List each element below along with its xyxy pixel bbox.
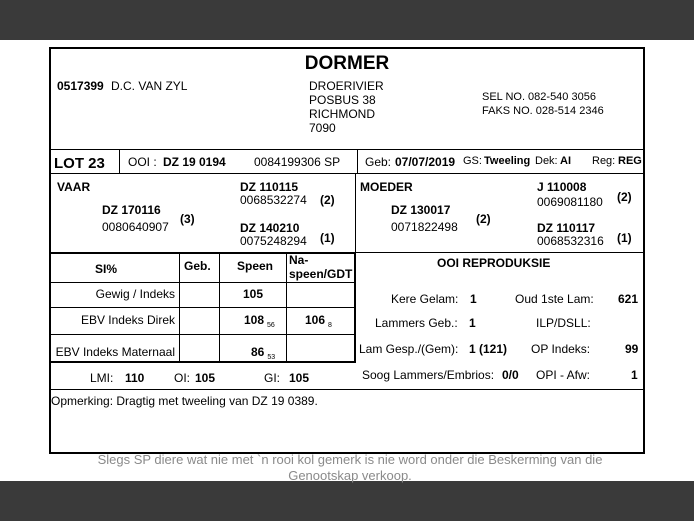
- table-header: Geb.: [184, 259, 211, 273]
- moeder-dam-id: DZ 110117: [537, 221, 596, 235]
- vaar-dam-id: DZ 140210: [240, 221, 300, 235]
- owner-name: D.C. VAN ZYL: [111, 79, 188, 93]
- table-row-label: EBV Indeks Direk: [80, 313, 175, 327]
- lammers-geb-label: Lammers Geb.:: [375, 316, 458, 330]
- address-line: DROERIVIER: [309, 79, 384, 93]
- birth-date: 07/07/2019: [395, 155, 456, 169]
- soog-label: Soog Lammers/Embrios:: [362, 368, 495, 382]
- oud-value: 621: [618, 292, 639, 306]
- gs-label: GS:: [463, 155, 482, 167]
- breed-title: DORMER: [304, 53, 390, 74]
- oi-label: OI:: [174, 371, 191, 385]
- moeder-id: DZ 130017: [391, 203, 451, 217]
- lam-gesp-value: 1 (121): [469, 342, 508, 356]
- divider: [49, 389, 645, 390]
- moeder-number: 0071822498: [391, 220, 458, 234]
- table-line: [51, 282, 355, 283]
- kere-gelam-label: Kere Gelam:: [391, 292, 459, 306]
- table-cell: 106 $_8$: [305, 313, 332, 329]
- table-header: SI%: [95, 262, 118, 276]
- table-cell: 86 $_{53}$: [251, 345, 276, 361]
- divider: [49, 149, 645, 150]
- opi-label: OPI - Afw:: [536, 368, 591, 382]
- moeder-count: (2): [476, 212, 491, 226]
- card-right-border: [643, 47, 645, 454]
- ilp-label: ILP/DSLL:: [536, 316, 591, 330]
- reg-label: Reg:: [592, 155, 616, 167]
- owner-code: 0517399: [57, 79, 104, 93]
- table-line: [51, 334, 355, 335]
- vaar-number: 0080640907: [102, 220, 169, 234]
- address-line: POSBUS 38: [309, 93, 376, 107]
- reproduksie-title: OOI REPRODUKSIE: [437, 256, 551, 270]
- vaar-sire-id: DZ 110115: [240, 180, 299, 194]
- op-value: 99: [625, 342, 639, 356]
- bottom-dark-band: [0, 481, 694, 521]
- table-row-label: EBV Indeks Maternaal: [55, 345, 175, 359]
- lam-gesp-label: Lam Gesp./(Gem):: [359, 342, 459, 356]
- birth-date-label: Geb:: [365, 155, 392, 169]
- vaar-dam-number: 0075248294: [240, 234, 307, 248]
- vaar-label: VAAR: [57, 180, 91, 194]
- moeder-dam-number: 0068532316: [537, 234, 604, 248]
- card-left-border: [49, 47, 51, 454]
- divider: [119, 149, 120, 173]
- table-line: [51, 307, 355, 308]
- reg-value: REG: [618, 155, 642, 167]
- op-label: OP Indeks:: [531, 342, 591, 356]
- card-top-border: [49, 47, 645, 49]
- vaar-dam-count: (1): [320, 231, 335, 245]
- table-border: [49, 361, 356, 363]
- moeder-sire-number: 0069081180: [537, 195, 603, 209]
- address-line: RICHMOND: [309, 107, 375, 121]
- oud-label: Oud 1ste Lam:: [515, 292, 594, 306]
- table-row-label: Gewig / Indeks: [95, 287, 175, 301]
- table-header: Speen: [237, 259, 274, 273]
- moeder-label: MOEDER: [360, 180, 413, 194]
- fax-number: FAKS NO. 028-514 2346: [482, 105, 604, 117]
- vaar-id: DZ 170116: [102, 203, 161, 217]
- moeder-sire-id: J 110008: [537, 180, 587, 194]
- gi-label: GI:: [264, 371, 281, 385]
- kere-gelam-value: 1: [470, 292, 477, 306]
- lmi-value: 110: [125, 371, 145, 385]
- gi-value: 105: [289, 371, 310, 385]
- top-dark-band: [0, 0, 694, 40]
- footer-note: [70, 452, 630, 484]
- opi-value: 1: [631, 368, 638, 382]
- table-cell: 108 $_{56}$: [244, 313, 275, 329]
- gs-value: Tweeling: [484, 155, 531, 167]
- oi-value: 105: [195, 371, 216, 385]
- table-header: Na- speen/GDT: [289, 253, 353, 281]
- divider: [357, 149, 358, 173]
- ooi-label: OOI :: [128, 155, 157, 169]
- moeder-sire-count: (2): [617, 190, 632, 204]
- lammers-geb-value: 1: [469, 316, 476, 330]
- address-line: 7090: [309, 121, 336, 135]
- table-cell: 105: [242, 287, 264, 301]
- lmi-label: LMI:: [90, 371, 114, 385]
- ooi-id: DZ 19 0194: [163, 155, 226, 169]
- divider: [49, 173, 645, 174]
- divider: [356, 252, 644, 253]
- vaar-sire-count: (2): [320, 193, 335, 207]
- phone-number: SEL NO. 082-540 3056: [482, 91, 596, 103]
- dek-value: AI: [560, 155, 571, 167]
- footer-text: Slegs SP diere wat nie met `n rooi kol gemerk is nie word onder die Beskerming van die Genootskap verkoop.: [97, 452, 603, 483]
- dek-label: Dek:: [535, 155, 558, 167]
- ooi-number-sp: 0084199306 SP: [254, 155, 341, 169]
- vaar-count: (3): [180, 212, 195, 226]
- vaar-sire-number: 0068532274: [240, 193, 307, 207]
- soog-value: 0/0: [502, 368, 519, 382]
- lot-number: LOT 23: [54, 155, 105, 172]
- remark-text: Opmerking: Dragtig met tweeling van DZ 19 0389.: [51, 394, 318, 408]
- moeder-dam-count: (1): [617, 231, 632, 245]
